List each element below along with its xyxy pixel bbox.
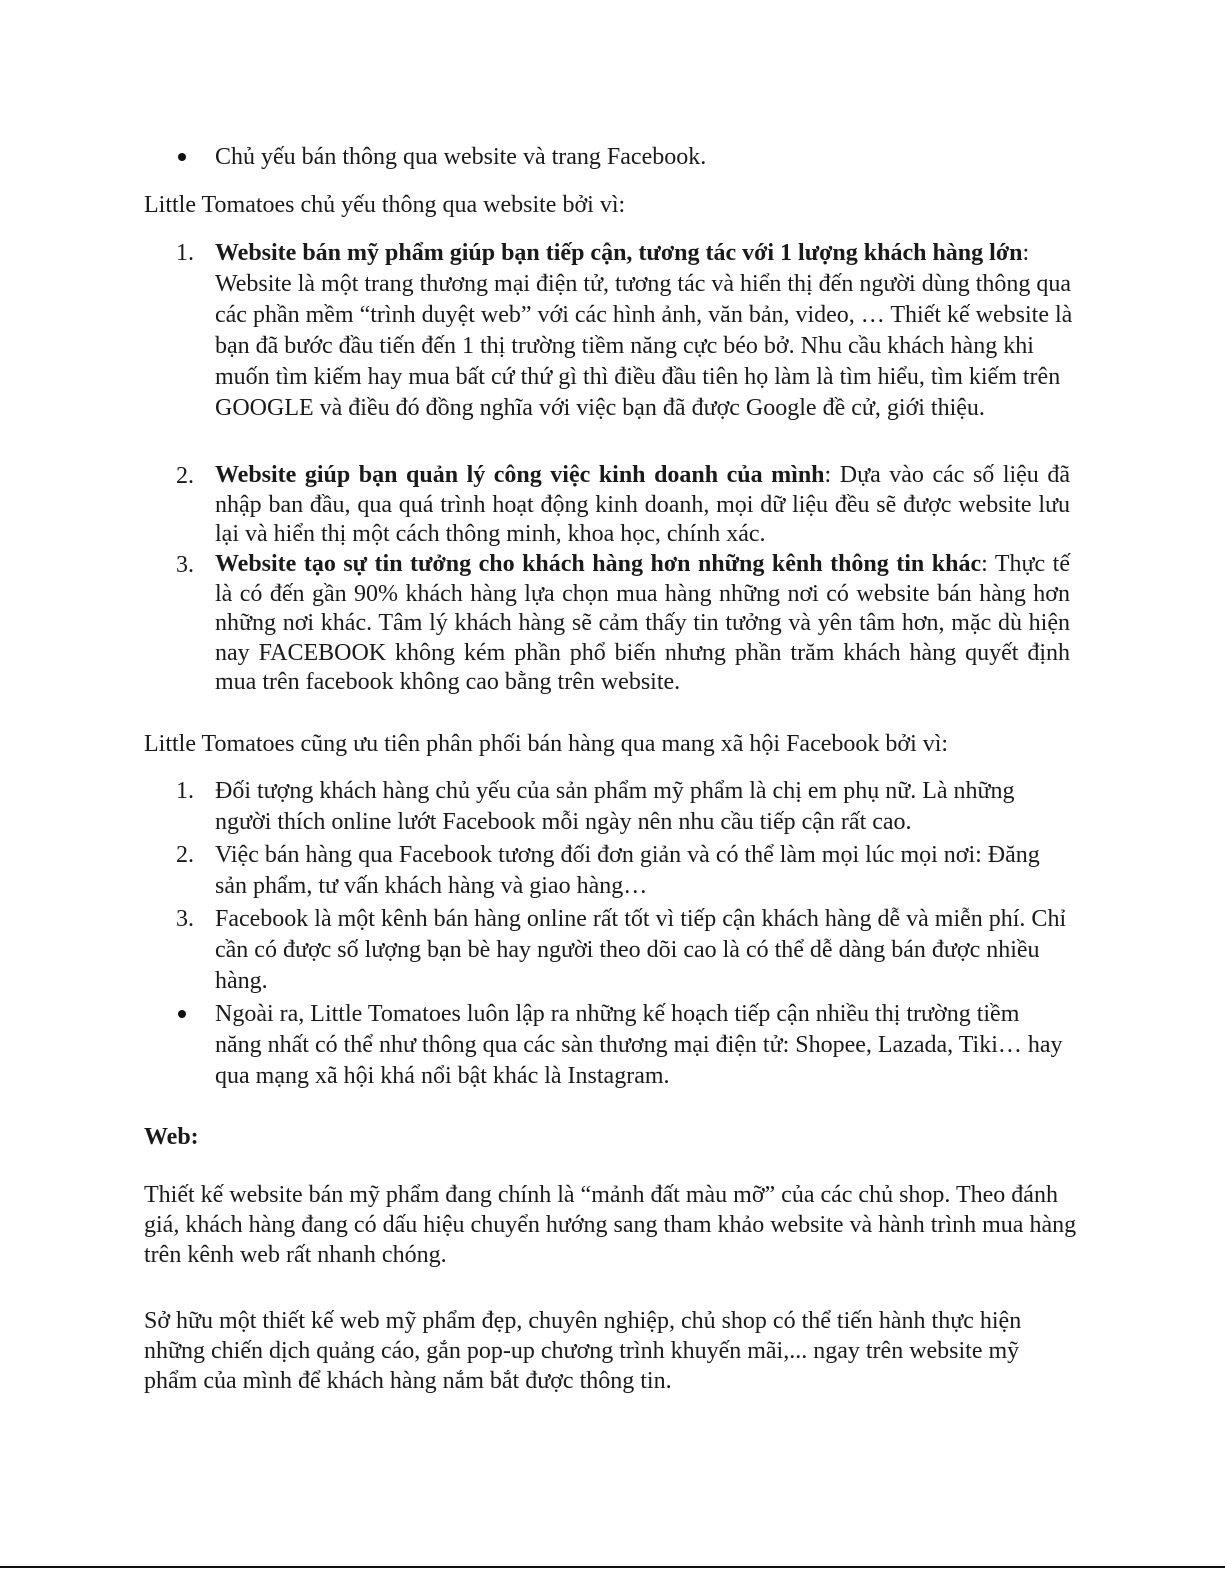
website-reasons-heading: Little Tomatoes chủ yếu thông qua website bởi vì: bbox=[144, 192, 626, 218]
website-reason-bold-2: Website giúp bạn quản lý công việc kinh doanh của mình bbox=[215, 462, 825, 488]
facebook-reason-text-2: Việc bán hàng qua Facebook tương đối đơn giản và có thể làm mọi lúc mọi nơi: Đăng sản phẩm, tư vấn khách hàng và giao hàng… bbox=[215, 842, 1040, 899]
list-number: 2. bbox=[176, 463, 194, 489]
page-bottom-border bbox=[0, 1566, 1225, 1568]
website-reason-body-2: : Dựa vào các số liệu đã nhập ban đầu, qua quá trình hoạt động kinh doanh, mọi dữ liệu đều sẽ được website lưu lại và hiển thị một cách thông minh, khoa học, chính xác. bbox=[215, 462, 1070, 547]
web-paragraph-2: Sở hữu một thiết kế web mỹ phẩm đẹp, chuyên nghiệp, chủ shop có thể tiến hành thực hiện những chiến dịch quảng cáo, gắn pop-up chương trình khuyến mãi,... ngay trên website mỹ phẩm của mình để khách hàng nắm bắt được thông tin. bbox=[144, 1308, 1022, 1394]
web-paragraph-1: Thiết kế website bán mỹ phẩm đang chính là “mảnh đất màu mỡ” của các chủ shop. Theo đánh giá, khách hàng đang có dấu hiệu chuyển hướng sang tham khảo website và hành trình mua hàng trên kênh web rất nhanh chóng. bbox=[144, 1182, 1077, 1268]
list-number: 2. bbox=[176, 842, 194, 868]
list-number: 1. bbox=[176, 240, 194, 266]
bullet-icon bbox=[178, 1010, 186, 1018]
list-number: 3. bbox=[176, 906, 194, 932]
website-reason-bold-1: Website bán mỹ phẩm giúp bạn tiếp cận, tương tác với 1 lượng khách hàng lớn bbox=[215, 240, 1023, 266]
intro-bullet-text: Chủ yếu bán thông qua website và trang Facebook. bbox=[215, 144, 707, 170]
list-number: 3. bbox=[176, 552, 194, 578]
website-reason-text-3 bbox=[215, 550, 1070, 698]
website-reason-body-3: : Thực tế là có đến gần 90% khách hàng lựa chọn mua hàng những nơi có website bán hàng hơn những nơi khác. Tâm lý khách hàng sẽ cảm thấy tin tưởng và yên tâm hơn, mặc dù hiện nay FACEBOOK không kém phần phổ biến nhưng phần trăm khách hàng quyết định mua trên facebook không cao bằng trên website. bbox=[215, 551, 1070, 695]
facebook-reason-text-1: Đối tượng khách hàng chủ yếu của sản phẩm mỹ phẩm là chị em phụ nữ. Là những người thích online lướt Facebook mỗi ngày nên nhu cầu tiếp cận rất cao. bbox=[215, 778, 1015, 835]
website-reason-text-2 bbox=[215, 461, 1070, 550]
facebook-reason-text-3: Facebook là một kênh bán hàng online rất tốt vì tiếp cận khách hàng dễ và miễn phí. Chỉ cần có được số lượng bạn bè hay người theo dõi cao là có thể dễ dàng bán được nhiều hàng. bbox=[215, 906, 1067, 994]
website-reason-body-1: : Website là một trang thương mại điện tử, tương tác và hiển thị đến người dùng thông qua các phần mềm “trình duyệt web” với các hình ảnh, văn bản, video, … Thiết kế website là bạn đã bước đầu tiến đến 1 thị trường tiềm năng cực béo bở. Nhu cầu khách hàng khi muốn tìm kiếm hay mua bất cứ thứ gì thì điều đầu tiên họ làm là tìm hiểu, tìm kiếm trên GOOGLE và điều đó đồng nghĩa với việc bạn đã được Google đề cử, giới thiệu. bbox=[215, 240, 1073, 421]
web-heading: Web: bbox=[144, 1124, 199, 1150]
extra-bullet-text: Ngoài ra, Little Tomatoes luôn lập ra những kế hoạch tiếp cận nhiều thị trường tiềm năng nhất có thể như thông qua các sàn thương mại điện tử: Shopee, Lazada, Tiki… hay qua mạng xã hội khá nổi bật khác là Instagram. bbox=[215, 1001, 1063, 1089]
list-number: 1. bbox=[176, 778, 194, 804]
facebook-reasons-heading: Little Tomatoes cũng ưu tiên phân phối bán hàng qua mang xã hội Facebook bởi vì: bbox=[144, 731, 949, 757]
website-reason-text-1 bbox=[215, 238, 1075, 424]
website-reason-bold-3: Website tạo sự tin tưởng cho khách hàng hơn những kênh thông tin khác bbox=[215, 551, 982, 577]
bullet-icon bbox=[178, 153, 186, 161]
